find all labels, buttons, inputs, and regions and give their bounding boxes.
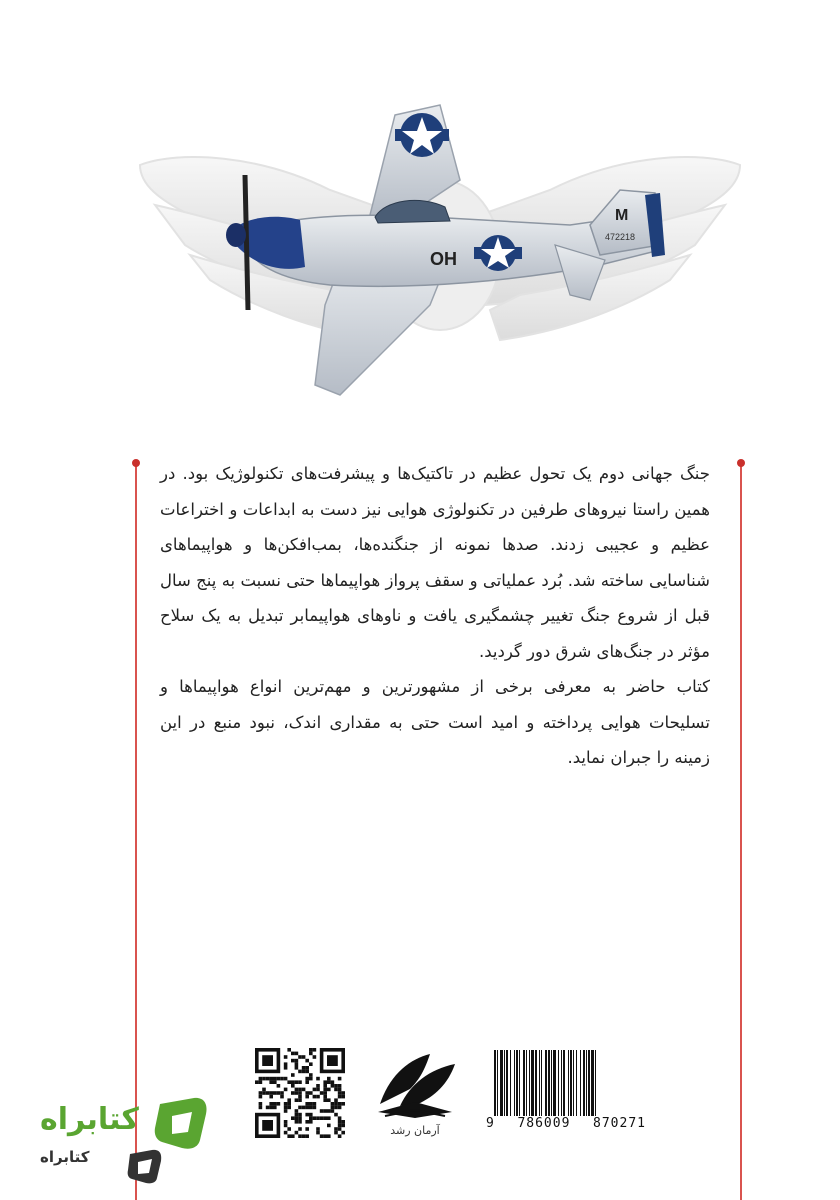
blurb-paragraph-1: جنگ جهانی دوم یک تحول عظیم در تاکتیک‌ها و پیشرفت‌های تکنولوژیک بود. در همین راستا نیروهای طرفین در تکنولوژی هوایی نیز دست به ابداعات و اختراعات عظیم و عجیبی زدند. صدها نمونه از جنگنده‌ها، بمب‌افکن‌ها و هواپیماهای شناسایی ساخته شد. بُرد عملیاتی و سقف پرواز هواپیماها حتی نسبت به پنج سال قبل از شروع جنگ تغییر چشمگیری یافت و ناوهای هواپیمابر تبدیل به یک سلاح مؤثر در جنگ‌های شرق دور گردید.	[160, 464, 710, 661]
isbn-group-2: 870271	[593, 1116, 646, 1131]
isbn-digits	[486, 1116, 646, 1131]
right-guide-line	[740, 462, 742, 1200]
isbn-group-1: 786009	[517, 1116, 571, 1131]
tail-number: 472218	[605, 232, 636, 242]
publisher-book-icon	[370, 1044, 460, 1122]
isbn-barcode	[486, 1050, 646, 1140]
tail-letter: M	[615, 207, 629, 224]
isbn-prefix: 9	[486, 1116, 495, 1131]
qr-code	[255, 1048, 345, 1138]
ketabrah-logo-icon	[152, 1094, 212, 1150]
publisher-name: آرمان رشد	[390, 1124, 440, 1137]
ketabrah-small-icon	[124, 1146, 164, 1186]
aircraft-code: OH	[430, 249, 457, 269]
cover-illustration	[100, 95, 780, 405]
ketabrah-watermark	[40, 1090, 215, 1190]
publisher-logo	[360, 1044, 470, 1140]
back-cover-blurb	[160, 456, 710, 776]
blurb-paragraph-2: کتاب حاضر به معرفی برخی از مشهورترین و مهم‌ترین انواع هواپیماها و تسلیحات هوایی پرداخته و امید است حتی به مقداری اندک، نبود منبع در این زمینه را جبران نماید.	[160, 677, 710, 767]
ketabrah-text-small: کتابراه	[40, 1148, 90, 1166]
ketabrah-text-large: کتابراه	[40, 1102, 139, 1137]
